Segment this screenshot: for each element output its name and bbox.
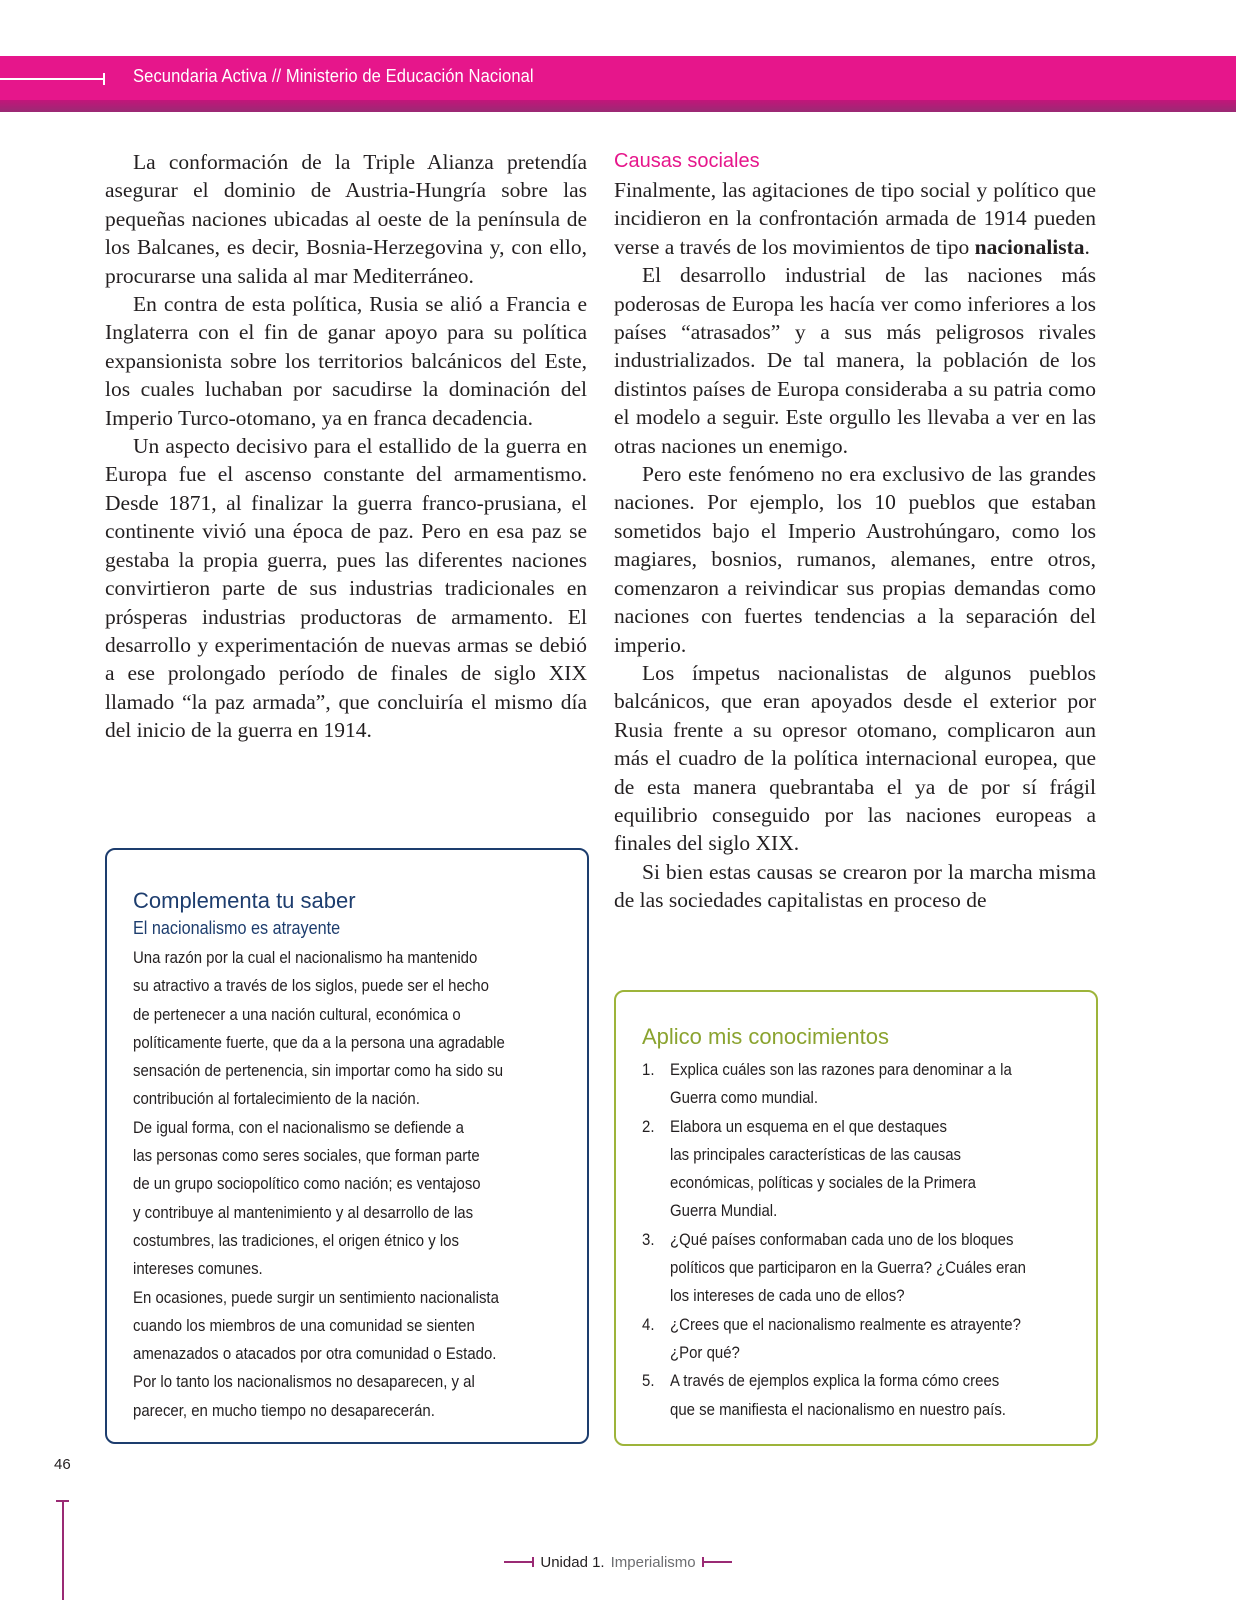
task-text-line: políticos que participaron en la Guerra? ¿Cuáles eran	[670, 1258, 1026, 1278]
right-column	[614, 148, 1096, 915]
box-text-line: su atractivo a través de los siglos, puede ser el hecho	[133, 976, 489, 996]
aplico-box	[614, 990, 1098, 1446]
box-text-line: de un grupo sociopolítico como nación; es ventajoso	[133, 1174, 481, 1194]
box-text-line: y contribuye al mantenimiento y al desarrollo de las	[133, 1202, 474, 1222]
left-column	[105, 148, 587, 745]
task-text-line: ¿Por qué?	[670, 1342, 740, 1362]
margin-rule-tick	[56, 1500, 69, 1502]
header-title: Secundaria Activa // Ministerio de Educación Nacional	[133, 66, 534, 86]
task-item	[642, 1113, 1112, 1226]
task-number: 3.	[642, 1229, 655, 1249]
task-text-line: las principales características de las causas	[670, 1144, 962, 1164]
paragraph: Los ímpetus nacionalistas de algunos pueblos balcánicos, que eran apoyados desde el exterior por Rusia frente a su opresor otomano, complicaron aun más el cuadro de la política internacional europea, que de esta manera quebrantaba el ya de por sí frágil equilibrio conseguido por las naciones europeas a finales del siglo XIX.	[614, 660, 1096, 856]
box-subtitle: El nacionalismo es atrayente	[133, 918, 341, 938]
paragraph: Pero este fenómeno no era exclusivo de las grandes naciones. Por ejemplo, los 10 pueblos que estaban sometidos bajo el Imperio Austrohúngaro, como los magiares, bosnios, rumanos, alemanes, entre otros, comenzaron a reivindicar sus propias demandas como naciones con fuertes tendencias a la separación del imperio.	[614, 462, 1096, 657]
box-text-line: cuando los miembros de una comunidad se sienten	[133, 1315, 475, 1335]
box-text-line: amenazados o atacados por otra comunidad o Estado.	[133, 1344, 497, 1364]
paragraph	[614, 176, 1096, 261]
task-item	[642, 1311, 1112, 1368]
task-item	[642, 1226, 1112, 1311]
page-number: 46	[54, 1456, 71, 1473]
page-footer	[0, 1550, 1236, 1571]
box-text-line: De igual forma, con el nacionalismo se defiende a	[133, 1117, 464, 1137]
box-text-line: En ocasiones, puede surgir un sentimiento nacionalista	[133, 1287, 499, 1307]
header-rule-tick	[103, 73, 105, 85]
box-text-line: Por lo tanto los nacionalismos no desaparecen, y al	[133, 1372, 475, 1392]
footer-topic: Imperialismo	[610, 1553, 696, 1571]
task-text-line: Guerra Mundial.	[670, 1201, 778, 1221]
page-header	[0, 56, 1236, 112]
task-text-line: Explica cuáles son las razones para denominar a la	[670, 1060, 1012, 1079]
task-item	[642, 1056, 1112, 1113]
box-text-line: intereses comunes.	[133, 1259, 263, 1279]
box-text-line: de pertenecer a una nación cultural, económica o	[133, 1004, 461, 1024]
footer-rule	[504, 1561, 534, 1563]
footer-rule	[702, 1561, 732, 1563]
task-text-line: económicas, políticas y sociales de la Primera	[670, 1173, 976, 1193]
task-text-line: ¿Crees que el nacionalismo realmente es atrayente?	[670, 1314, 1021, 1334]
box-text-line: contribución al fortalecimiento de la nación.	[133, 1089, 420, 1109]
task-item	[642, 1367, 1112, 1424]
task-text-line: A través de ejemplos explica la forma cómo crees	[670, 1371, 1000, 1391]
paragraph-text: .	[1084, 234, 1090, 259]
task-text-line: ¿Qué países conformaban cada uno de los bloques	[670, 1229, 1014, 1249]
bold-term: nacionalista	[974, 234, 1085, 259]
header-rule	[0, 78, 104, 80]
section-heading: Causas sociales	[614, 150, 760, 172]
box-text-line: Una razón por la cual el nacionalismo ha mantenido	[133, 948, 478, 967]
task-text-line: que se manifiesta el nacionalismo en nuestro país.	[670, 1399, 1006, 1419]
paragraph: El desarrollo industrial de las naciones más poderosas de Europa les hacía ver como inferiores a los países “atrasados” y a sus más peligrosos rivales industrializados. De tal manera, la población de los distintos países de Europa consideraba a su patria como el modelo a seguir. Este orgullo les llevaba a ver en las otras naciones un enemigo.	[614, 263, 1096, 458]
task-number: 5.	[642, 1371, 655, 1391]
task-text-line: Elabora un esquema en el que destaques	[670, 1116, 947, 1136]
box-title: Aplico mis conocimientos	[642, 1024, 889, 1049]
box-text-line: parecer, en mucho tiempo no desaparecerán.	[133, 1400, 435, 1420]
box-text-line: costumbres, las tradiciones, el origen étnico y los	[133, 1230, 459, 1250]
task-number: 1.	[642, 1060, 655, 1079]
task-text-line: los intereses de cada uno de ellos?	[670, 1286, 905, 1306]
box-text-line: las personas como seres sociales, que forman parte	[133, 1146, 480, 1166]
box-title: Complementa tu saber	[133, 888, 356, 913]
paragraph: Si bien estas causas se crearon por la marcha misma de las sociedades capitalistas en proceso de	[614, 859, 1096, 913]
paragraph: Un aspecto decisivo para el estallido de la guerra en Europa fue el ascenso constante del armamentismo. Desde 1871, al finalizar la guerra franco-prusiana, el continente vivió una época de paz. Pero en esa paz se gestaba la propia guerra, pues las diferentes naciones convirtieron parte de sus industrias tradicionales en prósperas industrias productoras de armamento. El desarrollo y experimentación de nuevas armas se debió a ese prolongado período de finales de siglo XIX llamado “la paz armada”, que concluiría el mismo día del inicio de la guerra en 1914.	[105, 434, 587, 743]
box-body	[133, 944, 603, 1425]
paragraph-text: Finalmente, las agitaciones de tipo social y político que incidieron en la confrontación armada de 1914 pueden verse a través de los movimientos de tipo	[614, 178, 1096, 259]
box-text-line: sensación de pertenencia, sin importar como ha sido su	[133, 1061, 504, 1081]
footer-unit: Unidad 1.	[540, 1553, 605, 1571]
task-text-line: Guerra como mundial.	[670, 1088, 819, 1108]
header-band-shadow	[0, 100, 1236, 112]
task-number: 2.	[642, 1116, 655, 1136]
paragraph: La conformación de la Triple Alianza pretendía asegurar el dominio de Austria-Hungría sobre las pequeñas naciones ubicadas al oeste de la península de los Balcanes, es decir, Bosnia-Herzegovina y, con ello, procurarse una salida al mar Mediterráneo.	[105, 150, 587, 288]
paragraph: En contra de esta política, Rusia se alió a Francia e Inglaterra con el fin de ganar apoyo para su política expansionista sobre los territorios balcánicos del Este, los cuales luchaban por sacudirse la dominación del Imperio Turco-otomano, ya en franca decadencia.	[105, 292, 587, 430]
complementa-box	[105, 848, 589, 1444]
task-number: 4.	[642, 1314, 655, 1334]
task-list	[642, 1056, 1112, 1424]
box-text-line: políticamente fuerte, que da a la persona una agradable	[133, 1032, 505, 1052]
